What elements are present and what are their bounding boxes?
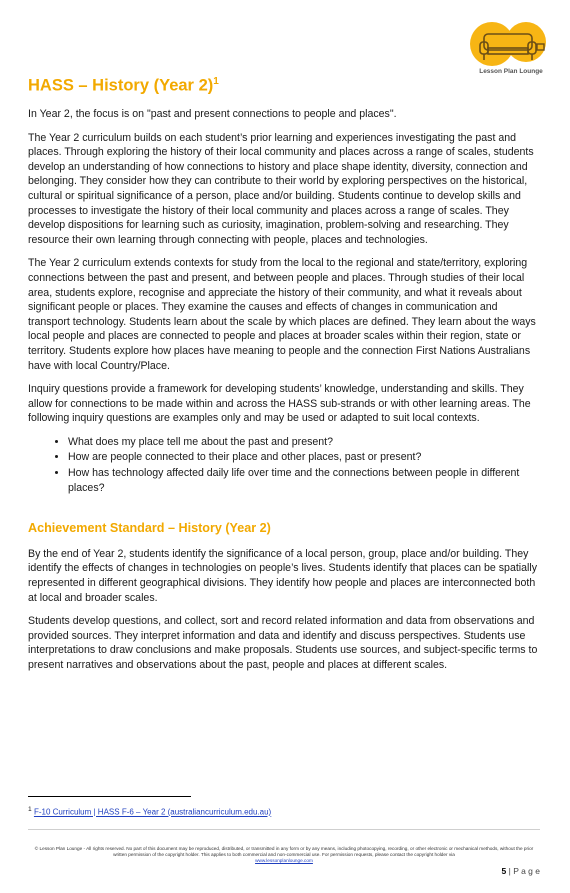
body-paragraph: Inquiry questions provide a framework for developing students’ knowledge, understanding and skills. They allow for connections to be made within and across the HASS sub-strands or with other learning areas. The following inquiry questions are examples only and may be used or adapted to suit local contexts. [28, 383, 531, 425]
page-title [28, 76, 219, 96]
list-item: • How has technology affected daily life over time and the connections between people in different places? [68, 466, 540, 495]
logo-text: Lesson Plan Lounge [479, 68, 543, 75]
body-paragraph: The Year 2 curriculum builds on each student’s prior learning and experiences investigating the past and places. Through exploring the history of their local community and places across a range of scales, students develop an understanding of how connections to history and place shape identity, diversity, connection and belonging. They consider how they can contribute to their world by exploring perspectives on the historical, cultural or spiritual significance of a person, place and/or building. Students continue to develop skills and processes to investigate the history of their local community and places across a range of scales. They develop dispositions for learning such as curiosity, imagination, problem-solving and researching. They resource their own learning through connecting with people, places and technologies. [28, 131, 534, 246]
lesson-plan-lounge-logo [468, 20, 554, 76]
footnote-divider [28, 796, 191, 797]
website-link[interactable]: www.lessonplanlounge.com [255, 858, 313, 864]
page-number [502, 866, 541, 876]
main-content [28, 107, 540, 682]
intro-paragraph: In Year 2, the focus is on "past and present connections to people and places". [28, 108, 397, 120]
couch-icon [468, 20, 554, 68]
body-paragraph: Students develop questions, and collect, sort and record related information and data from observations and provided sources. They interpret information and data and identify and discuss perspectives. Students use interpretations to draw conclusions and make proposals. Students use sources, and subject-specific terms to present narratives and observations about the past, people and places at different scales. [28, 615, 538, 671]
list-item: • What does my place tell me about the past and present? [68, 435, 540, 450]
title-text: HASS – History (Year 2) [28, 76, 214, 95]
footer-divider [28, 829, 540, 830]
body-paragraph: The Year 2 curriculum extends contexts for study from the local to the regional and state/territory, exploring connections between the past and present, and between people and places. Through studies of their local area, students explore, recognise and appreciate the history of their community, and what it reveals about significant people or places. They examine the causes and effects of changes in communication and transport technology. Students learn about the scale by which places are defined. They learn about the ways local people and places are connected to people and places at broader scales within their region, state or territory. Students explore how places have meaning to people and the connection First Nations Australians have with local Country/Place. [28, 257, 536, 372]
page-number-value: 5 [501, 866, 507, 876]
achievement-heading: Achievement Standard – History (Year 2) [28, 521, 271, 536]
copyright-text: © Lesson Plan Lounge - All rights reserved. No part of this document may be reproduced, distributed, or transmitted in any form or by any means, including photocopying, recording, or other electronic or mechanical methods, without the prior written permission of the copyright holder. This applies to both commercial and non-commercial use. For permission requests, please contact the copyright holder via [34, 846, 534, 858]
footnote-marker: 1 [28, 806, 32, 813]
page-word: P a g e [513, 866, 540, 876]
footnote-link[interactable]: F-10 Curriculum | HASS F-6 – Year 2 (australiancurriculum.edu.au) [33, 807, 272, 817]
inquiry-questions-list [28, 435, 540, 495]
page-separator: | [508, 866, 511, 876]
body-paragraph: By the end of Year 2, students identify the significance of a local person, group, place and/or building. They identify the effects of changes in technologies on people’s lives. Students identify that places can be spatially represented in different geographical divisions. They identify how people and places are interconnected both at local and broader scales. [28, 547, 538, 604]
copyright-notice [28, 846, 540, 865]
title-footnote-marker: 1 [213, 76, 219, 87]
list-item: • How are people connected to their place and other places, past or present? [68, 450, 540, 465]
footnote [28, 806, 271, 817]
